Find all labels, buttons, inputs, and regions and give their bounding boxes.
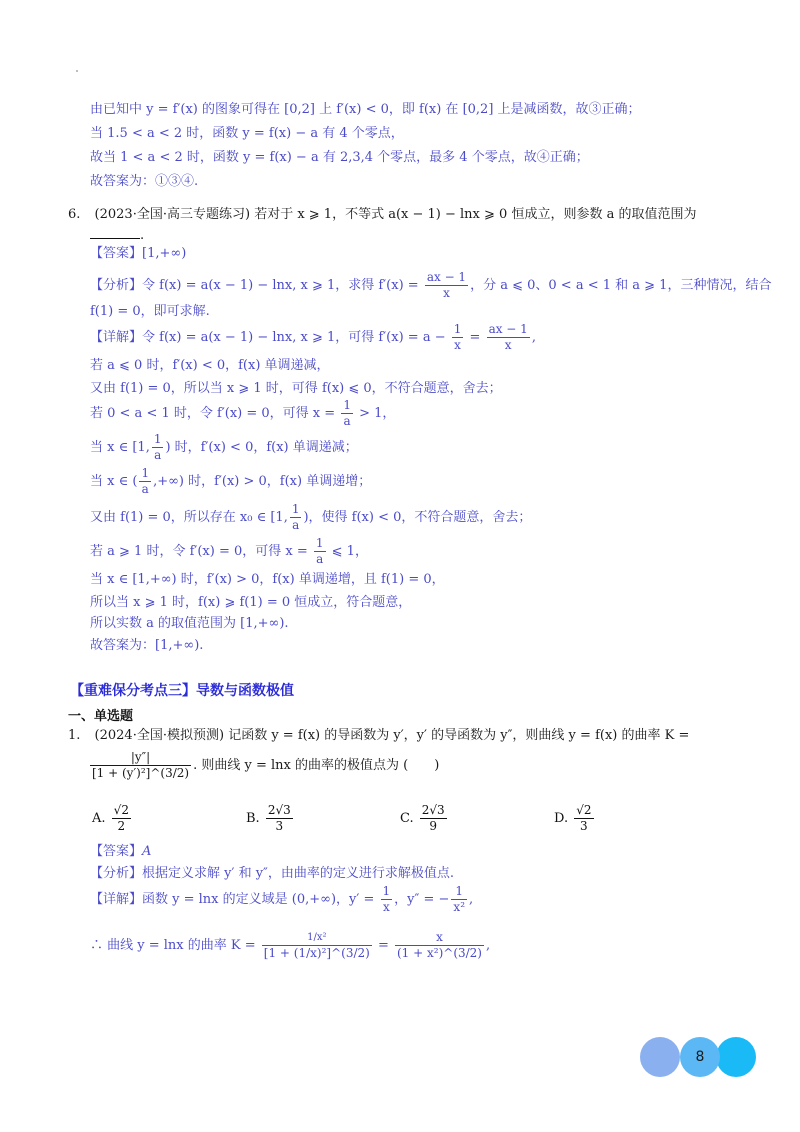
fraction: $\frac{\text{1/x²}}{\text{[1 + (1/x)²]\textasciicircum{}(3/2)}}$	[263, 932, 370, 960]
fraction: $\frac{1}{x}$	[382, 884, 391, 914]
q6-detail-line-5: 当 x ∈ [1, $\frac{1}{a}$ ) 时，f′(x) < 0，f(x) 单调递减；	[90, 432, 358, 462]
fraction: $\frac{√2}{3}$	[576, 803, 592, 833]
fraction: $\frac{1}{\text{x²}}$	[453, 884, 465, 914]
q6-answer-blank-line: .	[90, 226, 144, 246]
answer-value: [1,+∞)	[142, 246, 187, 261]
prev-solution-line-4: 故答案为：①③④.	[90, 174, 199, 189]
fraction: $\frac{ax - 1}{x}$	[488, 322, 528, 352]
analysis-tag: 【分析】	[90, 866, 143, 881]
detail-tag: 【详解】	[90, 330, 143, 345]
q6-detail-line-6: 当 x ∈ ( $\frac{1}{a}$ ,+∞) 时，f′(x) > 0，f(x) 单调递增；	[90, 466, 372, 496]
fraction: $\frac{2√3}{3}$	[267, 803, 291, 833]
q6-detail-line-9: 当 x ∈ [1,+∞) 时，f′(x) > 0，f(x) 单调递增，且 f(1) = 0，	[90, 572, 445, 587]
q1-stem-cont	[88, 750, 439, 781]
q6-number: 6.	[68, 207, 81, 222]
fraction: $\frac{1}{a}$	[343, 398, 351, 428]
answer-tag: 【答案】	[90, 844, 143, 859]
option-c[interactable]: C. $\frac{2√3}{9}$	[400, 803, 445, 833]
answer-tag: 【答案】	[90, 246, 143, 261]
fraction: $\frac{1}{a}$	[291, 502, 300, 532]
fraction: $\frac{1}{a}$	[153, 432, 162, 462]
q6-stem-text: 若对于 x ⩾ 1，不等式 a(x − 1) − lnx ⩾ 0 恒成立，则参数 a 的取值范围为	[254, 207, 697, 222]
analysis-tag: 【分析】	[90, 278, 143, 293]
q6-detail-line-10: 所以当 x ⩾ 1 时，f(x) ⩾ f(1) = 0 恒成立，符合题意，	[90, 595, 412, 610]
fraction: $\frac{1}{a}$	[141, 466, 150, 496]
analysis-text: 根据定义求解 y′ 和 y″，由曲率的定义进行求解极值点.	[142, 866, 455, 881]
prev-solution-line-2: 当 1.5 < a < 2 时，函数 y = f(x) − a 有 4 个零点，	[90, 126, 404, 141]
q1-answer	[90, 842, 151, 862]
q6-stem	[68, 205, 696, 225]
page-number: 8	[695, 1049, 705, 1065]
prev-solution-line-1: 由已知中 y = f′(x) 的图象可得在 [0,2] 上 f′(x) < 0，即 f(x) 在 [0,2] 上是减函数，故③正确；	[90, 102, 641, 117]
section-title: 【重难保分考点三】导数与函数极值	[70, 683, 294, 699]
q6-detail-line-12: 故答案为：[1,+∞).	[90, 638, 204, 653]
option-d[interactable]: D. $\frac{√2}{3}$	[554, 803, 592, 833]
q6-analysis	[90, 270, 771, 301]
page-badge-circle-1	[640, 1037, 680, 1077]
q6-analysis-cont: f(1) = 0，即可求解.	[90, 304, 210, 319]
fraction: $\frac{1}{x}$	[453, 322, 462, 352]
analysis-text-a: 令 f(x) = a(x − 1) − lnx, x ⩾ 1，求得 f′(x) =	[142, 278, 419, 293]
detail-tag: 【详解】	[90, 892, 143, 907]
q6-detail-line-1: 【详解】令 f(x) = a(x − 1) − lnx, x ⩾ 1，可得 f′(x) = a − $\frac{1}{x}$ = $\frac{ax - 1}{x}$ ,	[90, 322, 536, 352]
option-b[interactable]: B. $\frac{2√3}{3}$	[246, 803, 291, 833]
q1-stem-text-b: . 则曲线 y = lnx 的曲率的极值点为 ( )	[193, 758, 440, 773]
q6-source: (2023·全国·高三专题练习)	[94, 207, 251, 222]
curvature-fraction: $\frac{|y''|}{\text{[1 + (y′)²]\textasciicircum{}(3/2)}}$	[92, 750, 190, 780]
q6-detail-line-8: 若 a ⩾ 1 时，令 f′(x) = 0，可得 x = $\frac{1}{a}$ ⩽ 1，	[90, 536, 368, 566]
q6-detail-line-4: 若 0 < a < 1 时，令 f′(x) = 0，可得 x = $\frac{1}{a}$ > 1，	[90, 398, 396, 428]
q1-detail-line-1: 【详解】函数 y = lnx 的定义域是 (0,+∞)，y′ = $\frac{1}{x}$ ，y″ = − $\frac{1}{\text{x²}}$ ,	[90, 884, 474, 914]
q6-detail-line-11: 所以实数 a 的取值范围为 [1,+∞).	[90, 616, 289, 631]
fraction: $\frac{√2}{2}$	[113, 803, 129, 833]
fraction: $\frac{1}{a}$	[315, 536, 324, 566]
q1-detail-line-2: ∴ 曲线 y = lnx 的曲率 K = $\frac{\text{1/x²}}{\text{[1 + (1/x)²]\textasciicircum{}(3/2)}}$ = $\frac{x}{\text{(1 + x²)\textasciicircum{}(3/2)}}$ ,	[90, 930, 491, 960]
q1-stem-text: 记函数 y = f(x) 的导函数为 y′，y′ 的导函数为 y″，则曲线 y = f(x) 的曲率 K =	[228, 728, 690, 743]
q1-stem	[68, 726, 689, 746]
fraction: $\frac{2√3}{9}$	[421, 803, 445, 833]
answer-blank	[90, 226, 140, 239]
section-subtitle: 一、单选题	[68, 709, 134, 724]
q6-detail-line-3: 又由 f(1) = 0，所以当 x ⩾ 1 时，可得 f(x) ⩽ 0，不符合题意，舍去；	[90, 381, 502, 396]
page-badge-circle-3	[716, 1037, 756, 1077]
fraction: $\frac{x}{\text{(1 + x²)\textasciicircum{}(3/2)}}$	[397, 930, 482, 960]
q1-analysis	[90, 864, 454, 884]
q1-source: (2024·全国·模拟预测)	[94, 728, 225, 743]
prev-solution-line-3: 故当 1 < a < 2 时，函数 y = f(x) − a 有 2,3,4 个零点，最多 4 个零点，故④正确；	[90, 150, 589, 165]
analysis-text-b: ，分 a ⩽ 0、0 < a < 1 和 a ⩾ 1，三种情况，结合	[470, 278, 772, 293]
q6-detail-line-2: 若 a ⩽ 0 时，f′(x) < 0，f(x) 单调递减，	[90, 358, 330, 373]
answer-value: A	[142, 844, 152, 859]
q1-number: 1.	[68, 728, 81, 743]
option-a[interactable]: A. $\frac{√2}{2}$	[92, 803, 129, 833]
q6-answer	[90, 244, 186, 264]
q6-detail-line-7: 又由 f(1) = 0，所以存在 x₀ ∈ [1, $\frac{1}{a}$ )，使得 f(x) < 0，不符合题意，舍去；	[90, 502, 532, 532]
fraction: $\frac{ax - 1}{x}$	[426, 270, 467, 300]
decorative-dot	[76, 70, 78, 72]
